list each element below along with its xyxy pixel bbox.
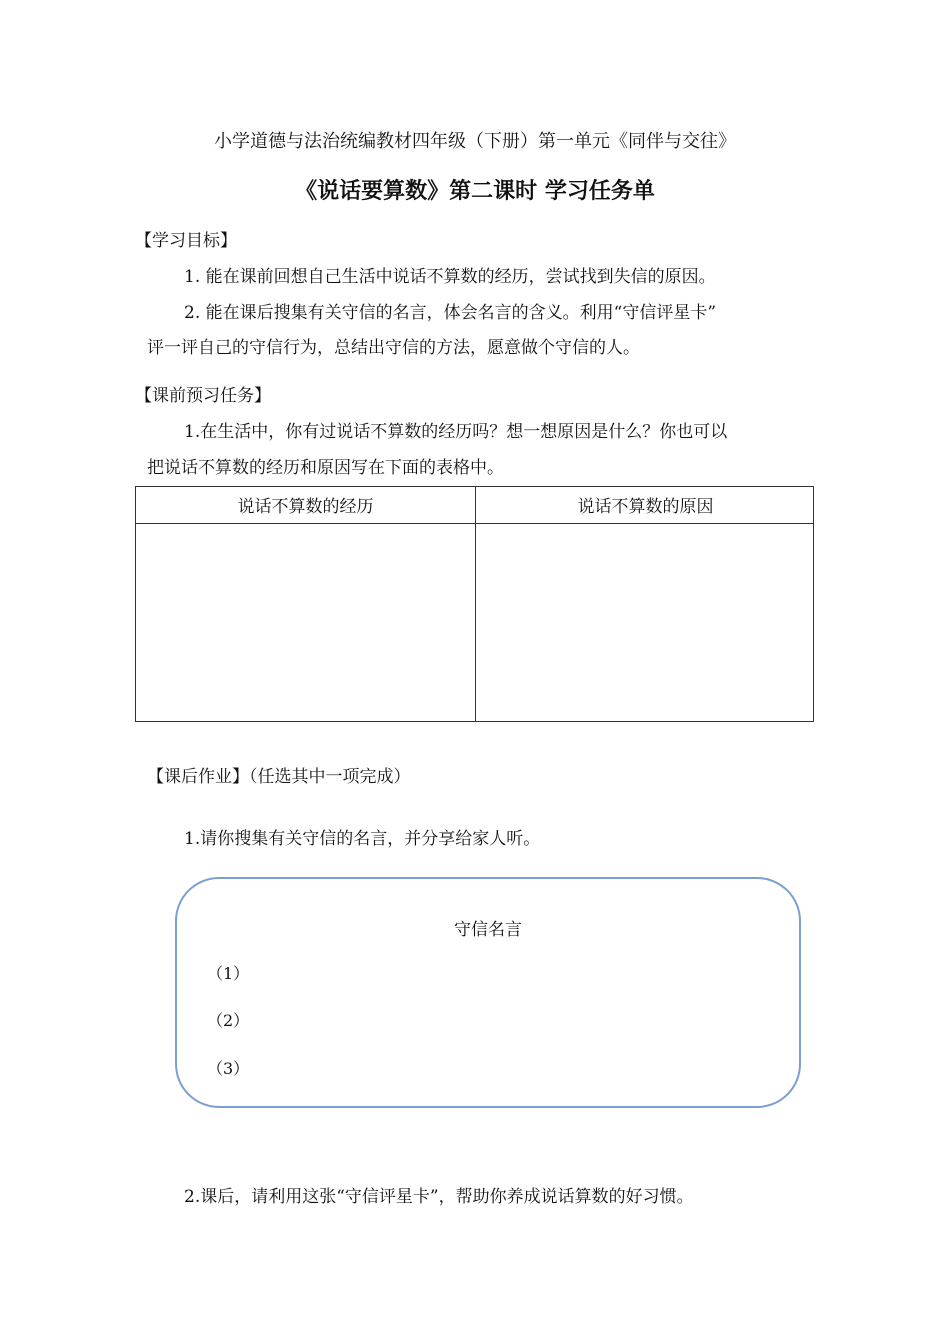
- homework-heading: [147, 762, 411, 787]
- table-header-reason: 说话不算数的原因: [577, 497, 714, 517]
- goals-heading: 【学习目标】: [135, 231, 237, 251]
- quote-item-1[interactable]: （1）: [207, 964, 250, 983]
- quote-box: [175, 877, 801, 1108]
- preview-heading: 【课前预习任务】: [135, 386, 271, 406]
- homework-task-2: 2.课后，请利用这张“守信评星卡”，帮助你养成说话算数的好习惯。: [184, 1187, 694, 1207]
- quote-item-3[interactable]: （3）: [207, 1059, 250, 1078]
- goals-item-1: 1. 能在课前回想自己生活中说话不算数的经历，尝试找到失信的原因。: [184, 267, 716, 287]
- homework-note: （任选其中一项完成）: [249, 767, 411, 787]
- table-header-experience: 说话不算数的经历: [237, 497, 374, 517]
- table-cell-experience[interactable]: [136, 524, 475, 721]
- homework-heading-label: 【课后作业】: [147, 767, 249, 787]
- document-subtitle: 小学道德与法治统编教材四年级（下册）第一单元《同伴与交往》: [214, 131, 736, 152]
- goals-item-2-line-1: 2. 能在课后搜集有关守信的名言，体会名言的含义。利用“守信评星卡”: [184, 303, 717, 323]
- preview-task-line-2: 把说话不算数的经历和原因写在下面的表格中。: [147, 458, 504, 478]
- document-title: 《说话要算数》第二课时 学习任务单: [295, 179, 655, 204]
- quote-box-title: 守信名言: [454, 920, 522, 940]
- preview-task-line-1: 1.在生活中，你有过说话不算数的经历吗？想一想原因是什么？你也可以: [184, 422, 728, 442]
- table-cell-reason[interactable]: [476, 524, 813, 721]
- homework-task-1: 1.请你搜集有关守信的名言，并分享给家人听。: [184, 829, 541, 849]
- goals-item-2-line-2: 评一评自己的守信行为，总结出守信的方法，愿意做个守信的人。: [147, 338, 640, 358]
- quote-item-2[interactable]: （2）: [207, 1011, 250, 1030]
- experience-table: [135, 486, 814, 722]
